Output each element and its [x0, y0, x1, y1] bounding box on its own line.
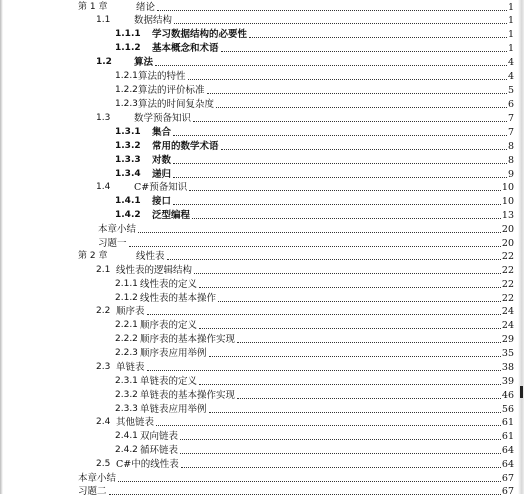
toc-entry-page: 35	[501, 348, 514, 359]
toc-entry-number: 1.4.2	[115, 210, 141, 220]
toc-entry-title: 本章小结	[78, 473, 117, 484]
toc-entry-number: 1.3.1	[115, 127, 141, 137]
toc-entry-page: 22	[501, 265, 514, 276]
toc-entry[interactable]	[0, 416, 524, 429]
toc-leader-dots	[218, 301, 501, 302]
toc-entry[interactable]	[0, 70, 524, 83]
toc-entry[interactable]	[0, 264, 524, 277]
toc-leader-dots	[181, 467, 501, 468]
toc-entry[interactable]	[0, 403, 524, 416]
toc-entry-page: 20	[501, 238, 514, 249]
toc-entry-page: 67	[501, 473, 514, 484]
toc-leader-dots	[192, 218, 501, 219]
toc-entry-number: 1.2.1	[115, 71, 138, 81]
toc-leader-dots	[199, 384, 501, 385]
toc-entry-page: 24	[501, 320, 514, 331]
toc-entry[interactable]	[0, 305, 524, 318]
toc-entry-title: 本章小结	[98, 224, 137, 235]
toc-entry-title: 算法的时间复杂度	[138, 99, 215, 110]
toc-entry-page: 22	[501, 279, 514, 290]
toc-entry-title: 单链表的基本操作实现	[140, 390, 236, 401]
toc-leader-dots	[188, 79, 507, 80]
toc-leader-dots	[189, 190, 501, 191]
toc-entry-page: 22	[501, 293, 514, 304]
toc-entry-title: 单链表应用举例	[140, 404, 207, 415]
toc-entry-page: 29	[501, 334, 514, 345]
toc-entry-page: 20	[501, 224, 514, 235]
toc-entry[interactable]	[0, 195, 524, 208]
toc-entry-page: 8	[507, 155, 514, 166]
toc-leader-dots	[138, 232, 501, 233]
toc-entry-number: 1.4	[96, 182, 111, 192]
toc-entry[interactable]	[0, 84, 524, 97]
toc-entry-page: 1	[507, 43, 514, 54]
toc-leader-dots	[173, 204, 501, 205]
toc-leader-dots	[157, 10, 507, 11]
toc-entry[interactable]	[0, 292, 524, 305]
toc-leader-dots	[237, 342, 501, 343]
toc-entry-page: 10	[501, 196, 514, 207]
toc-entry-number: 1.2.3	[115, 99, 138, 109]
toc-entry-number: 2.2.3	[115, 348, 138, 358]
toc-entry[interactable]	[0, 250, 524, 263]
toc-entry-number: 1.3.2	[115, 141, 141, 151]
toc-leader-dots	[249, 37, 507, 38]
toc-leader-dots	[173, 163, 507, 164]
toc-entry-number: 2.5	[96, 459, 111, 469]
toc-entry-title: 双向链表	[140, 431, 179, 442]
toc-entry-number: 1.4.1	[115, 196, 141, 206]
toc-entry-number: 2.2.1	[115, 320, 138, 330]
toc-entry-page: 39	[501, 376, 514, 387]
toc-leader-dots	[221, 149, 507, 150]
toc-leader-dots	[180, 439, 501, 440]
toc-entry-page: 1	[507, 15, 514, 26]
toc-entry-number: 2.1.2	[115, 293, 138, 303]
toc-leader-dots	[129, 246, 501, 247]
toc-entry-title: 线性表	[136, 251, 165, 262]
toc-entry-page: 7	[507, 113, 514, 124]
toc-entry[interactable]	[0, 444, 524, 457]
toc-leader-dots	[180, 453, 501, 454]
toc-entry-title: 算法的评价标准	[138, 85, 205, 96]
toc-entry-page: 24	[501, 306, 514, 317]
toc-entry-title: 算法	[134, 57, 154, 68]
toc-entry-title: 单链表	[116, 362, 145, 373]
toc-entry[interactable]	[0, 237, 524, 250]
toc-entry[interactable]	[0, 56, 524, 69]
toc-entry[interactable]	[0, 28, 524, 41]
toc-entry-page: 64	[501, 459, 514, 470]
toc-entry-title: 绪论	[136, 2, 156, 13]
toc-leader-dots	[173, 177, 507, 178]
toc-entry-page: 13	[501, 210, 514, 221]
toc-entry-page: 56	[501, 404, 514, 415]
toc-entry[interactable]	[0, 319, 524, 332]
toc-entry-number: 2.1	[96, 265, 111, 275]
toc-entry[interactable]	[0, 1, 524, 14]
toc-entry-title: 递归	[152, 169, 172, 180]
toc-entry-title: 顺序表	[116, 306, 145, 317]
toc-entry-page: 4	[507, 71, 514, 82]
toc-entry-title: 线性表的基本操作	[140, 293, 217, 304]
toc-entry[interactable]	[0, 389, 524, 402]
toc-entry-page: 22	[501, 251, 514, 262]
toc-leader-dots	[118, 481, 501, 482]
toc-entry-title: 顺序表的定义	[140, 320, 198, 331]
toc-entry-title: 其他链表	[116, 417, 155, 428]
toc-leader-dots	[209, 412, 501, 413]
toc-entry-title: C#中的线性表	[116, 459, 179, 470]
toc-entry-number: 1.1.2	[115, 43, 141, 53]
toc-entry[interactable]	[0, 223, 524, 236]
toc-entry-title: 数学预备知识	[134, 113, 192, 124]
toc-leader-dots	[199, 328, 501, 329]
toc-entry-title: 算法的特性	[138, 71, 186, 82]
toc-entry-page: 6	[507, 99, 514, 110]
toc-entry-title: 数据结构	[134, 15, 173, 26]
toc-entry[interactable]	[0, 278, 524, 291]
toc-entry-page: 8	[507, 141, 514, 152]
toc-entry-number: 1.2	[96, 57, 112, 67]
toc-leader-dots	[109, 494, 501, 495]
toc-leader-dots	[174, 23, 507, 24]
toc-entry[interactable]	[0, 209, 524, 222]
toc-entry-title: 学习数据结构的必要性	[152, 29, 248, 40]
toc-entry-title: 基本概念和术语	[152, 43, 219, 54]
toc-entry[interactable]	[0, 430, 524, 443]
toc-entry-title: 习题一	[98, 238, 127, 249]
toc-leader-dots	[147, 370, 501, 371]
toc-entry-page: 61	[501, 417, 514, 428]
toc-entry-number: 1.1.1	[115, 29, 141, 39]
toc-entry-title: 泛型编程	[152, 210, 191, 221]
toc-entry[interactable]	[0, 98, 524, 111]
toc-entry-title: 线性表的逻辑结构	[116, 265, 193, 276]
toc-entry[interactable]	[0, 181, 524, 194]
toc-leader-dots	[221, 51, 507, 52]
toc-entry[interactable]	[0, 154, 524, 167]
toc-entry-title: 单链表的定义	[140, 376, 198, 387]
toc-entry[interactable]	[0, 112, 524, 125]
toc-entry-title: 线性表的定义	[140, 279, 198, 290]
toc-entry-page: 4	[507, 57, 514, 68]
toc-entry-number: 2.4	[96, 417, 111, 427]
toc-entry[interactable]	[0, 42, 524, 55]
toc-entry-title: 对数	[152, 155, 172, 166]
toc-entry-number: 2.2.2	[115, 334, 138, 344]
toc-entry-title: 常用的数学术语	[152, 141, 219, 152]
toc-entry[interactable]	[0, 361, 524, 374]
toc-entry-page: 5	[507, 85, 514, 96]
toc-entry-page: 64	[501, 445, 514, 456]
toc-leader-dots	[167, 259, 501, 260]
toc-leader-dots	[216, 107, 507, 108]
toc-leader-dots	[207, 93, 507, 94]
toc-entry-title: 顺序表应用举例	[140, 348, 207, 359]
toc-entry-page: 1	[507, 2, 514, 13]
toc-entry[interactable]	[0, 472, 524, 485]
toc-leader-dots	[147, 314, 501, 315]
toc-entry-title: 习题二	[78, 486, 107, 497]
toc-entry-number: 1.3	[96, 113, 111, 123]
toc-entry-title: 接口	[152, 196, 172, 207]
toc-entry[interactable]	[0, 485, 524, 498]
toc-entry-number: 1.3.3	[115, 155, 141, 165]
toc-entry-number: 2.2	[96, 306, 111, 316]
toc-entry[interactable]	[0, 458, 524, 471]
toc-entry-title: 顺序表的基本操作实现	[140, 334, 236, 345]
toc-entry-number: 第 1 章	[78, 2, 108, 12]
toc-entry-page: 67	[501, 486, 514, 497]
toc-entry-page: 7	[507, 127, 514, 138]
toc-entry-number: 1.2.2	[115, 85, 138, 95]
toc-entry-number: 2.1.1	[115, 279, 138, 289]
toc-entry-page: 38	[501, 362, 514, 373]
toc-leader-dots	[156, 425, 501, 426]
toc-entry-number: 2.3.1	[115, 376, 138, 386]
toc-leader-dots	[199, 287, 501, 288]
toc-entry-title: 集合	[152, 127, 172, 138]
toc-entry-page: 10	[501, 182, 514, 193]
toc-entry-number: 2.3.3	[115, 404, 138, 414]
toc-entry-number: 2.3.2	[115, 390, 138, 400]
toc-entry[interactable]	[0, 333, 524, 346]
toc-entry-number: 2.4.1	[115, 431, 138, 441]
toc-entry-title: C#预备知识	[134, 182, 188, 193]
toc-entry[interactable]	[0, 347, 524, 360]
toc-entry-number: 1.1	[96, 15, 111, 25]
toc-entry-page: 9	[507, 169, 514, 180]
toc-entry-number: 2.4.2	[115, 445, 138, 455]
toc-entry[interactable]	[0, 14, 524, 27]
toc-entry-title: 循环链表	[140, 445, 179, 456]
toc-entry[interactable]	[0, 140, 524, 153]
toc-leader-dots	[173, 135, 507, 136]
toc-leader-dots	[237, 398, 501, 399]
toc-entry-number: 2.3	[96, 362, 111, 372]
toc-entry-number: 1.3.4	[115, 169, 141, 179]
toc-leader-dots	[209, 356, 501, 357]
toc-entry-number: 第 2 章	[78, 251, 108, 261]
toc-entry[interactable]	[0, 375, 524, 388]
toc-entry[interactable]	[0, 126, 524, 139]
toc-entry[interactable]	[0, 168, 524, 181]
toc-entry-page: 1	[507, 29, 514, 40]
toc-leader-dots	[193, 121, 507, 122]
toc-entry-page: 61	[501, 431, 514, 442]
toc-leader-dots	[194, 273, 501, 274]
toc-entry-page: 46	[501, 390, 514, 401]
toc-leader-dots	[155, 65, 507, 66]
